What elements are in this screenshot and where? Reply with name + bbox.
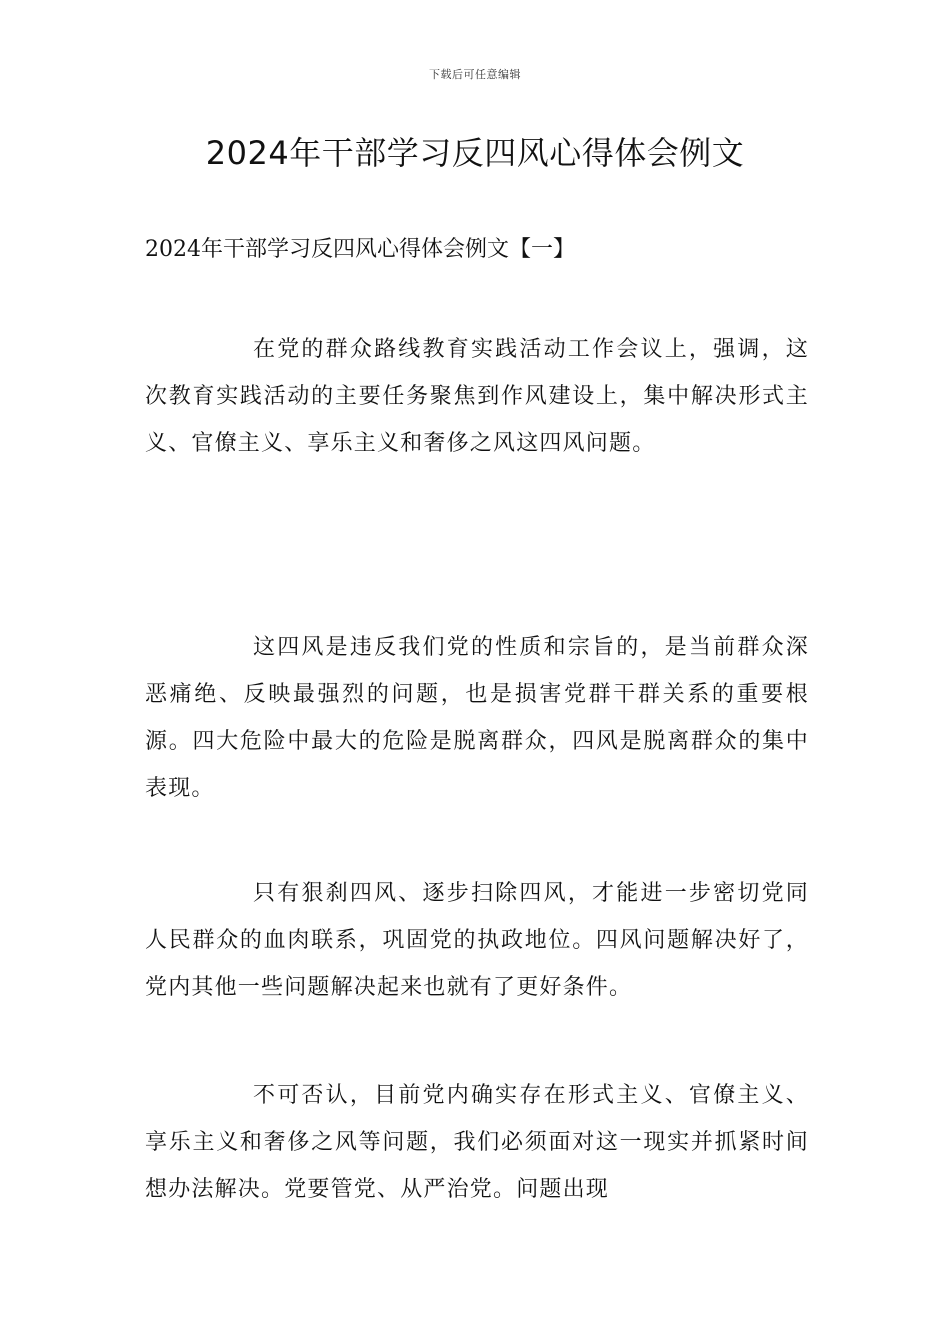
paragraph-4: 不可否认，目前党内确实存在形式主义、官僚主义、享乐主义和奢侈之风等问题，我们必须面对这一现实并抓紧时间想办法解决。党要管党、从严治党。问题出现 bbox=[145, 1083, 809, 1202]
section-heading: 2024年干部学习反四风心得体会例文【一】 bbox=[145, 237, 575, 262]
document-title: 2024年干部学习反四风心得体会例文 bbox=[205, 134, 745, 172]
paragraph-1: 在党的群众路线教育实践活动工作会议上，强调，这次教育实践活动的主要任务聚焦到作风建设上，集中解决形式主义、官僚主义、享乐主义和奢侈之风这四风问题。 bbox=[145, 337, 809, 456]
header-note: 下载后可任意编辑 bbox=[429, 68, 521, 81]
paragraph-3: 只有狠刹四风、逐步扫除四风，才能进一步密切党同人民群众的血肉联系，巩固党的执政地位。四风问题解决好了，党内其他一些问题解决起来也就有了更好条件。 bbox=[145, 881, 809, 1000]
paragraph-2: 这四风是违反我们党的性质和宗旨的，是当前群众深恶痛绝、反映最强烈的问题，也是损害党群干群关系的重要根源。四大危险中最大的危险是脱离群众，四风是脱离群众的集中表现。 bbox=[145, 635, 809, 801]
